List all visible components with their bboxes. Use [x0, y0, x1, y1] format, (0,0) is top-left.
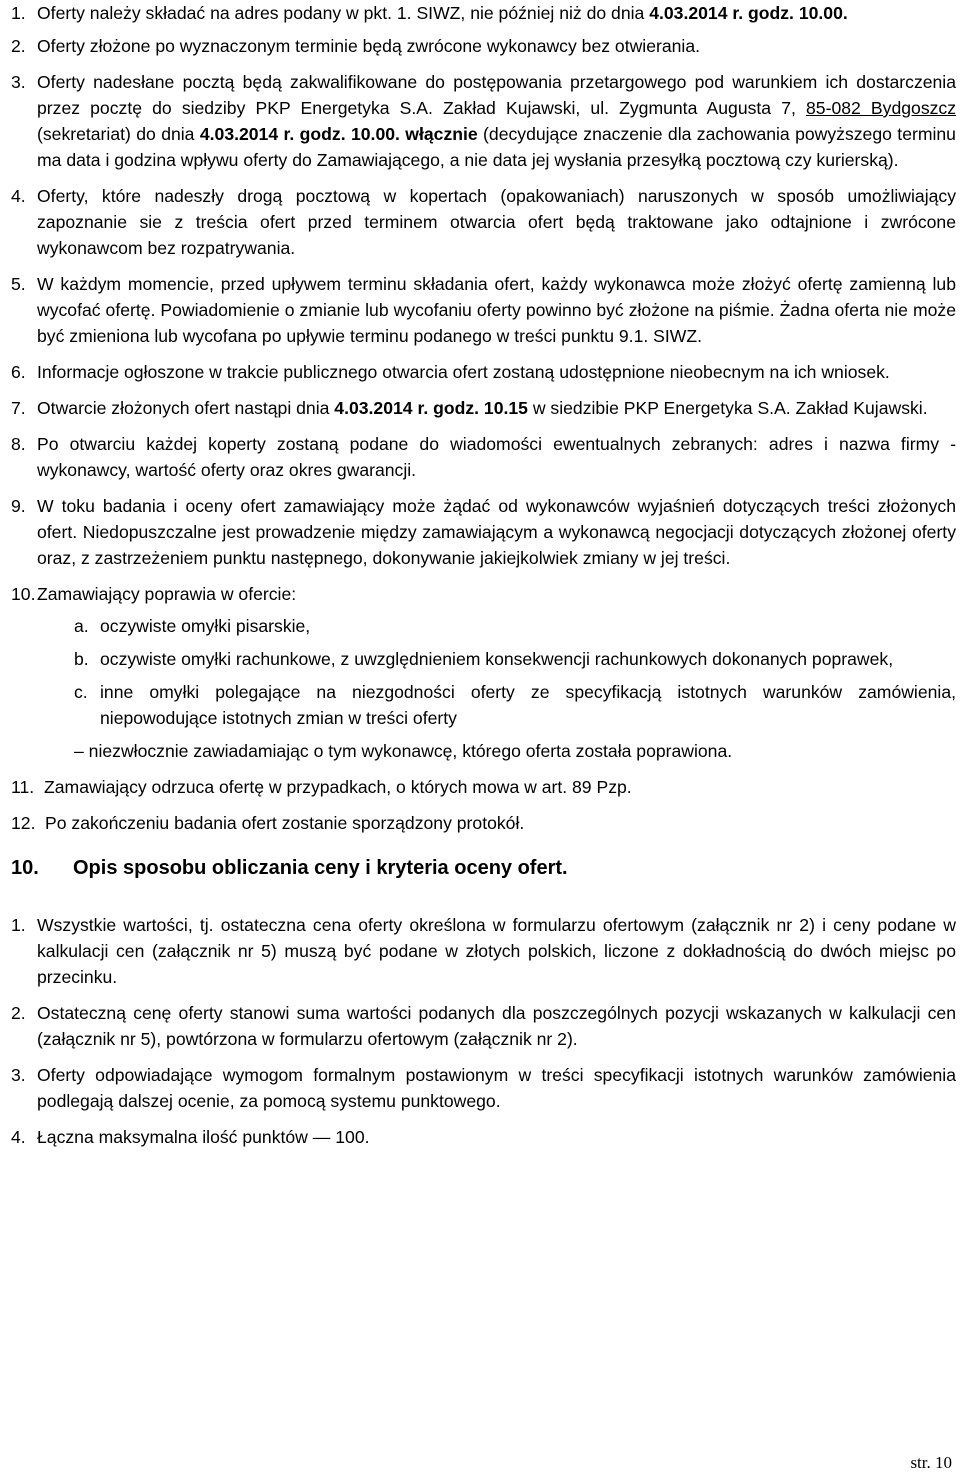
item-text: Informacje ogłoszone w trakcie publicznego otwarcia ofert zostaną udostępnione nieobecnym na ich wniosek. [37, 362, 890, 382]
item-text: Oferty nadesłane pocztą będą zakwalifikowane do postępowania przetargowego pod warunkiem ich dostarczenia przez pocztę do siedziby PKP Energetyka S.A. Zakład Kujawski, ul. Zygmunta Augusta 7, [37, 72, 956, 118]
sub-item [11, 613, 956, 639]
item-text: Ostateczną cenę oferty stanowi suma wartości podanych dla poszczególnych pozycji wskazanych w kalkulacji cen (załącznik nr 5), powtórzona w formularzu ofertowym (załącznik nr 2). [37, 1003, 956, 1049]
item-text: W każdym momencie, przed upływem terminu składania ofert, każdy wykonawca może złożyć ofertę zamienną lub wycofać ofertę. Powiadomienie o zmianie lub wycofaniu oferty powinno być złożone na piśmie. Żadna oferta nie może być zmieniona lub wycofana po upływie terminu podanego w treści punktu 9.1. SIWZ. [37, 274, 956, 346]
list-item [11, 395, 956, 421]
item-number: 11. [11, 777, 35, 797]
section-heading [11, 854, 956, 882]
item-text: Oferty, które nadeszły drogą pocztową w kopertach (opakowaniach) naruszonych w sposób umożliwiający zapoznanie sie z treścia ofert przed terminem otwarcia ofert będą traktowane jako odtajnione i zwrócone wykonawcom bez rozpatrywania. [37, 186, 956, 258]
item-text: (decydujące znaczenie dla zachowania powyższego terminu ma data i godzina wpływu oferty do Zamawiającego, a nie data jej wysłania przesyłką pocztową czy kurierską). [37, 124, 956, 170]
item-number: 1. [11, 915, 26, 935]
deadline-date: 4.03.2014 r. godz. 10.00. włącznie [199, 124, 478, 144]
item-text: Wszystkie wartości, tj. ostateczna cena oferty określona w formularzu ofertowym (załącznik nr 2) i ceny podane w kalkulacji cen (załącznik nr 5) muszą być podane w złotych polskich, liczone z dokładnością do dwóch miejsc po przecinku. [37, 915, 956, 987]
list-item [11, 69, 956, 173]
sub-item [11, 679, 956, 731]
section-title: Opis sposobu obliczania ceny i kryteria oceny ofert. [73, 857, 568, 879]
section-9-list [11, 0, 956, 836]
list-item [11, 431, 956, 483]
list-item [11, 271, 956, 349]
item-number: 1. [11, 3, 26, 23]
list-item [11, 33, 956, 59]
list-item [11, 359, 956, 385]
list-item [11, 493, 956, 571]
sub-item-letter: a. [74, 616, 89, 636]
sub-item-letter: b. [74, 649, 89, 669]
sub-item [11, 646, 956, 672]
opening-date: 4.03.2014 r. godz. 10.15 [334, 398, 528, 418]
list-item [11, 1062, 956, 1114]
item-text: w siedzibie PKP Energetyka S.A. Zakład Kujawski. [527, 398, 928, 418]
section-number: 10. [11, 857, 39, 879]
item-number: 9. [11, 496, 26, 516]
item-number: 4. [11, 186, 26, 206]
item-text: Łączna maksymalna ilość punktów — 100. [37, 1127, 370, 1147]
item-number: 7. [11, 398, 26, 418]
item-number: 10. [11, 584, 36, 604]
item-number: 6. [11, 362, 26, 382]
list-item [11, 1000, 956, 1052]
item-number: 2. [11, 1003, 26, 1023]
list-item [11, 912, 956, 990]
sub-item-text: inne omyłki polegające na niezgodności oferty ze specyfikacją istotnych warunków zamówienia, niepowodujące istotnych zmian w treści oferty [100, 682, 956, 728]
item-number: 2. [11, 36, 26, 56]
item-text: (sekretariat) do dnia [37, 124, 200, 144]
item-number: 12. [11, 813, 36, 833]
list-item [11, 1124, 956, 1150]
item-number: 3. [11, 72, 26, 92]
list-item [11, 581, 956, 607]
item-text: Zamawiający odrzuca ofertę w przypadkach, o których mowa w art. 89 Pzp. [44, 777, 632, 797]
deadline-date: 4.03.2014 r. godz. 10.00. [649, 3, 848, 23]
item-number: 3. [11, 1065, 26, 1085]
postal-code-city: 85-082 Bydgoszcz [806, 98, 957, 118]
sub-item-text: oczywiste omyłki rachunkowe, z uwzględnieniem konsekwencji rachunkowych dokonanych poprawek, [100, 649, 894, 669]
item-text: Oferty odpowiadające wymogom formalnym postawionym w treści specyfikacji istotnych warunków zamówienia podlegają dalszej ocenie, za pomocą systemu punktowego. [37, 1065, 956, 1111]
notification-line: – niezwłocznie zawiadamiając o tym wykonawcę, którego oferta została poprawiona. [74, 741, 733, 761]
item-number: 5. [11, 274, 26, 294]
item-number: 8. [11, 434, 26, 454]
list-item [11, 183, 956, 261]
item-text: Oferty należy składać na adres podany w pkt. 1. SIWZ, nie później niż do dnia [37, 3, 650, 23]
item-text: Zamawiający poprawia w ofercie: [37, 584, 297, 604]
list-item [11, 0, 956, 26]
item-text: Po zakończeniu badania ofert zostanie sporządzony protokół. [45, 813, 525, 833]
item-text: Oferty złożone po wyznaczonym terminie będą zwrócone wykonawcy bez otwierania. [37, 36, 701, 56]
list-item [11, 774, 956, 800]
item-text: Otwarcie złożonych ofert nastąpi dnia [37, 398, 335, 418]
section-10-list [11, 912, 956, 1150]
item-number: 4. [11, 1127, 26, 1147]
list-item [11, 810, 956, 836]
sub-item-letter: c. [74, 682, 88, 702]
page-number: str. 10 [910, 1453, 952, 1472]
item-text: W toku badania i oceny ofert zamawiający może żądać od wykonawców wyjaśnień dotyczących treści złożonych ofert. Niedopuszczalne jest prowadzenie między zamawiającym a wykonawcą negocjacji dotyczących złożonej oferty oraz, z zastrzeżeniem punktu następnego, dokonywanie jakiejkolwiek zmiany w jej treści. [37, 496, 956, 568]
item-text: Po otwarciu każdej koperty zostaną podane do wiadomości ewentualnych zebranych: adres i nazwa firmy - wykonawcy, wartość oferty oraz okres gwarancji. [37, 434, 956, 480]
sub-item-text: oczywiste omyłki pisarskie, [100, 616, 311, 636]
